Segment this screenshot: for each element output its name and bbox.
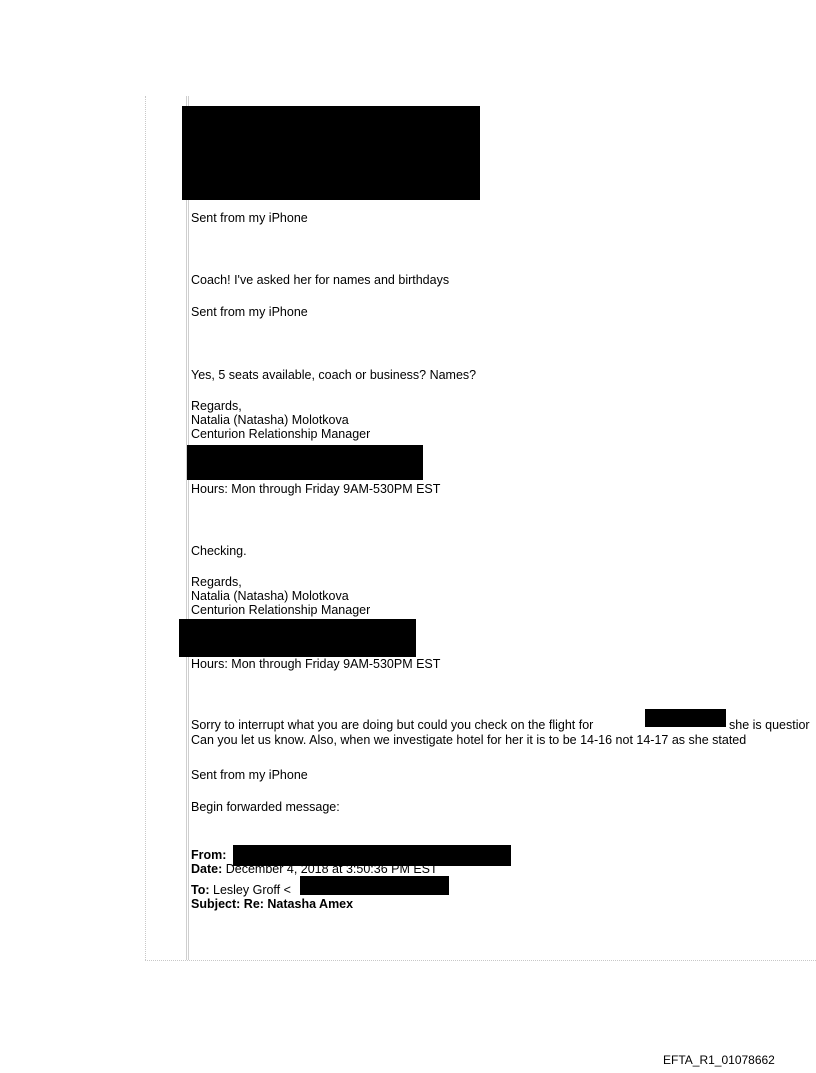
hotel-dates-text: Can you let us know. Also, when we investigate hotel for her it is to be 14-16 not 14-17 as she stated xyxy=(191,733,747,747)
header-from-row xyxy=(191,848,226,862)
date-label: Date: xyxy=(191,862,223,876)
sent-from-iphone-text: Sent from my iPhone xyxy=(191,305,308,319)
flight-request-continuation: she is questior xyxy=(729,718,810,732)
signature-name: Natalia (Natasha) Molotkova xyxy=(191,589,349,603)
subject-label: Subject: xyxy=(191,897,241,911)
document-id: EFTA_R1_01078662 xyxy=(663,1053,775,1067)
begin-forwarded-text: Begin forwarded message: xyxy=(191,800,340,814)
sent-from-iphone-text: Sent from my iPhone xyxy=(191,768,308,782)
flight-request-text: Sorry to interrupt what you are doing but could you check on the flight for xyxy=(191,718,594,732)
subject-value: Re: Natasha Amex xyxy=(240,897,354,911)
to-value: Lesley Groff < xyxy=(209,883,291,897)
redaction-block xyxy=(187,445,423,480)
signature-name: Natalia (Natasha) Molotkova xyxy=(191,413,349,427)
signature-regards: Regards, xyxy=(191,575,242,589)
page-frame-bottom-border xyxy=(145,960,816,961)
header-date-row xyxy=(191,862,438,876)
signature-hours: Hours: Mon through Friday 9AM-530PM EST xyxy=(191,657,441,671)
sent-from-iphone-text: Sent from my iPhone xyxy=(191,211,308,225)
from-label: From: xyxy=(191,848,227,862)
to-label: To: xyxy=(191,883,210,897)
signature-hours: Hours: Mon through Friday 9AM-530PM EST xyxy=(191,482,441,496)
redaction-block xyxy=(182,106,480,200)
checking-text: Checking. xyxy=(191,544,247,558)
redaction-block xyxy=(300,876,449,895)
header-subject-row xyxy=(191,897,353,911)
header-to-row xyxy=(191,883,291,897)
seats-available-text: Yes, 5 seats available, coach or business? Names? xyxy=(191,368,477,382)
coach-message-text: Coach! I've asked her for names and birthdays xyxy=(191,273,450,287)
signature-regards: Regards, xyxy=(191,399,242,413)
date-value: December 4, 2018 at 3:50:36 PM EST xyxy=(222,862,438,876)
signature-title: Centurion Relationship Manager xyxy=(191,603,371,617)
signature-title: Centurion Relationship Manager xyxy=(191,427,371,441)
redaction-block xyxy=(179,619,416,657)
redaction-block xyxy=(645,709,726,727)
quote-bar xyxy=(186,96,189,960)
page-frame-left-border xyxy=(145,96,146,960)
